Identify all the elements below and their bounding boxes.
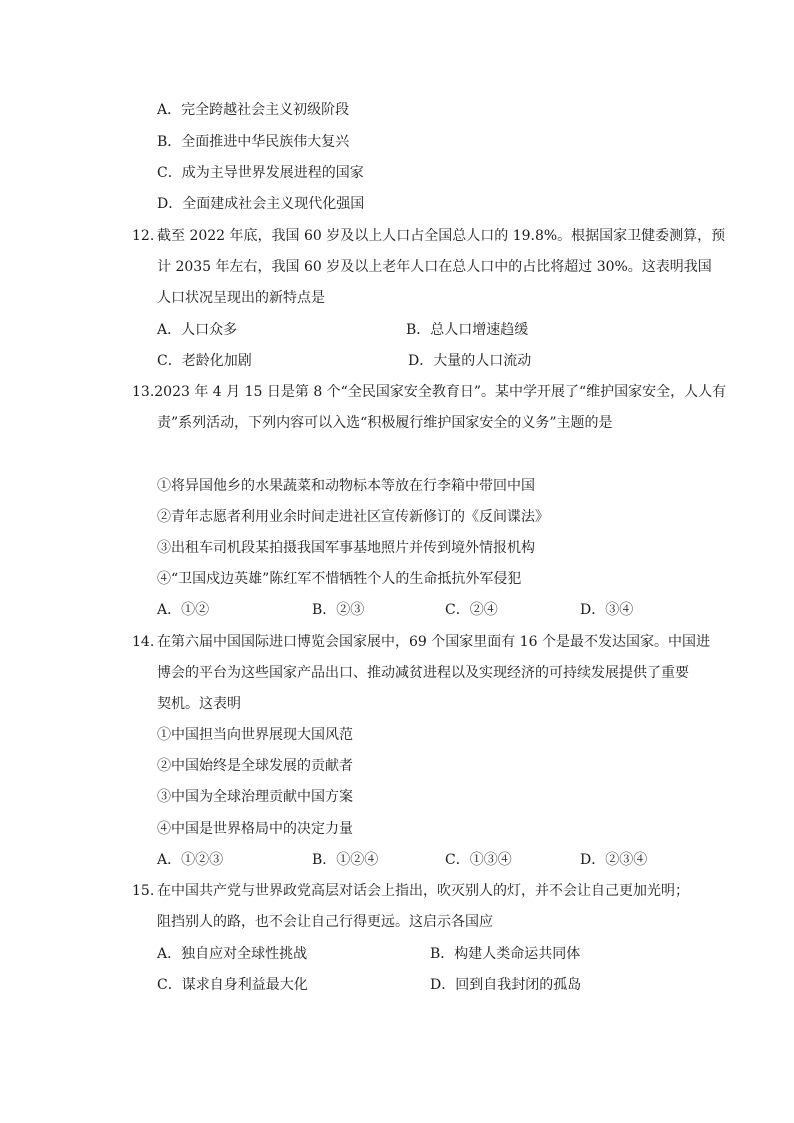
q13-number: 13. xyxy=(132,384,155,400)
q12-stem-line-2: 计 2035 年左右，我国 60 岁及以上老年人口在总人口中的占比将超过 30%。这表明我国 xyxy=(157,259,712,275)
q15-option-c: C．谋求自身利益最大化 xyxy=(157,977,308,993)
q15-number: 15. xyxy=(132,883,155,899)
q14-statement-4: ④中国是世界格局中的决定力量 xyxy=(157,821,353,837)
q11-option-a: A．完全跨越社会主义初级阶段 xyxy=(157,102,350,118)
q11-option-b: B．全面推进中华民族伟大复兴 xyxy=(157,134,350,150)
q13-statement-1: ①将异国他乡的水果蔬菜和动物标本等放在行李箱中带回中国 xyxy=(157,478,535,494)
q12-option-c: C．老龄化加剧 xyxy=(157,353,252,369)
q13-option-b: B．②③ xyxy=(312,602,365,618)
q13-stem-line-1: 13.2023 年 4 月 15 日是第 8 个“全民国家安全教育日”。某中学开展了“维护国家安全，人人有 xyxy=(132,384,727,400)
q15-option-b: B．构建人类命运共同体 xyxy=(430,946,581,962)
q13-option-a: A．①② xyxy=(157,602,210,618)
q14-stem-line-1: 14. 在第六届中国国际进口博览会国家展中，69 个国家里面有 16 个是最不发达国家。中国进 xyxy=(132,634,710,650)
q12-option-a: A．人口众多 xyxy=(157,322,238,338)
q12-option-d: D．大量的人口流动 xyxy=(408,353,532,369)
q15-stem-line-2: 阻挡别人的路，也不会让自己行得更远。这启示各国应 xyxy=(157,914,493,930)
q15-stem-line-1: 15. 在中国共产党与世界政党高层对话会上指出，吹灭别人的灯，并不会让自己更加光明； xyxy=(132,883,689,899)
q14-stem-line-2: 博会的平台为这些国家产品出口、推动减贫进程以及实现经济的可持续发展提供了重要 xyxy=(157,665,689,681)
q12-stem-line-3: 人口状况呈现出的新特点是 xyxy=(157,290,325,306)
q12-stem-line-1: 12. 截至 2022 年底，我国 60 岁及以上人口占全国总人口的 19.8%。根据国家卫健委测算，预 xyxy=(132,228,726,244)
q11-option-d: D．全面建成社会主义现代化强国 xyxy=(157,196,365,212)
q14-statement-1: ①中国担当向世界展现大国风范 xyxy=(157,727,353,743)
q14-option-c: C．①③④ xyxy=(445,852,512,868)
q13-statement-4: ④“卫国戍边英雄”陈红军不惜牺牲个人的生命抵抗外军侵犯 xyxy=(157,571,522,587)
q13-stem-line-2: 责”系列活动，下列内容可以入选“积极履行维护国家安全的义务”主题的是 xyxy=(157,415,613,431)
q14-stem-line-3: 契机。这表明 xyxy=(157,696,241,712)
q13-option-d: D．③④ xyxy=(580,602,634,618)
q15-option-d: D．回到自我封闭的孤岛 xyxy=(430,977,582,993)
q15-option-a: A．独自应对全球性挑战 xyxy=(157,946,308,962)
q14-option-a: A．①②③ xyxy=(157,852,224,868)
q12-number: 12. xyxy=(132,228,155,244)
q14-statement-3: ③中国为全球治理贡献中国方案 xyxy=(157,789,353,805)
q11-option-c: C．成为主导世界发展进程的国家 xyxy=(157,165,364,181)
q14-number: 14. xyxy=(132,634,155,650)
q13-statement-3: ③出租车司机段某拍摄我国军事基地照片并传到境外情报机构 xyxy=(157,540,535,556)
q13-statement-2: ②青年志愿者利用业余时间走进社区宣传新修订的《反间谍法》 xyxy=(157,509,549,525)
q14-statement-2: ②中国始终是全球发展的贡献者 xyxy=(157,758,353,774)
q12-option-b: B．总人口增速趋缓 xyxy=(406,322,529,338)
q14-option-b: B．①②④ xyxy=(312,852,379,868)
q14-option-d: D．②③④ xyxy=(580,852,648,868)
q13-option-c: C．②④ xyxy=(445,602,498,618)
